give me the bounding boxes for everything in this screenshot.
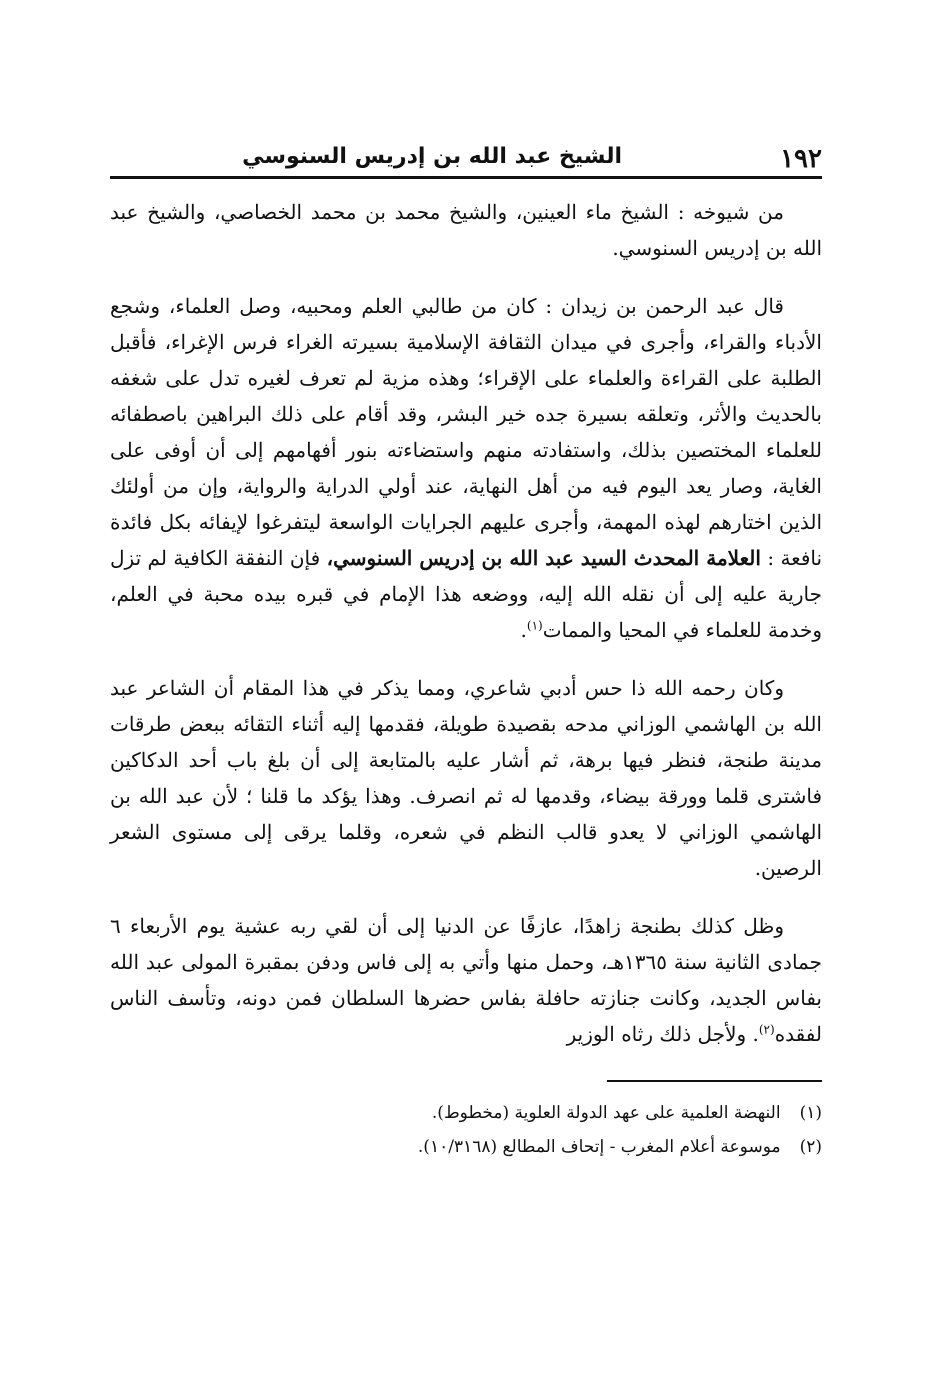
header-rule	[110, 176, 822, 179]
paragraph-quote-ibn-zaydan	[110, 288, 822, 648]
footnote	[110, 1096, 822, 1130]
paragraph-text: فإن النفقة الكافية لم تزل جارية عليه إلى أن نقله الله إليه، ووضعه هذا الإمام في قبره بيده محبة في العلم، وخدمة للعلماء في المحيا والممات	[110, 546, 822, 642]
paragraph-text: . ولأجل ذلك رثاه الوزير	[566, 1022, 759, 1046]
page-number: ١٩٢	[780, 144, 822, 174]
footnote-ref: (٢)	[758, 1022, 775, 1037]
footnote-text: النهضة العلمية على عهد الدولة العلوية (مخطوط).	[431, 1103, 781, 1123]
footnotes	[110, 1096, 822, 1164]
body-text	[110, 194, 822, 1052]
paragraph-death	[110, 908, 822, 1052]
paragraph-teachers	[110, 194, 822, 266]
footnote	[110, 1130, 822, 1164]
footnote-text: موسوعة أعلام المغرب - إتحاف المطالع (١٠/٣١٦٨).	[417, 1137, 781, 1157]
running-title: الشيخ عبد الله بن إدريس السنوسي	[242, 144, 622, 169]
footnote-number: (٢)	[799, 1137, 822, 1157]
footnote-rule	[607, 1080, 822, 1082]
paragraph-end: .	[520, 618, 527, 642]
paragraph-text: من شيوخه : الشيخ ماء العينين، والشيخ محمد بن محمد الخصاصي، والشيخ عبد الله بن إدريس السنوسي.	[110, 200, 822, 260]
paragraph-text: وظل كذلك بطنجة زاهدًا، عازفًا عن الدنيا إلى أن لقي ربه عشية يوم الأربعاء ٦ جمادى الثانية سنة ١٣٦٥هـ، وحمل منها وأتي به إلى فاس ودفن بمقبرة المولى عبد الله بفاس الجديد، وكانت جنازته حافلة بفاس حضرها السلطان فمن دونه، وتأسف الناس لفقده	[110, 914, 823, 1046]
page-header	[110, 140, 822, 176]
book-page	[110, 140, 822, 1164]
paragraph-text: قال عبد الرحمن بن زيدان : كان من طالبي العلم ومحبيه، وصل العلماء، وشجع الأدباء والقراء، وأجرى في ميدان الثقافة الإسلامية بسيرته الغراء فرس الإغراء، فأقبل الطلبة على القراءة والعلماء على الإقراء؛ وهذه مزية لم تعرف لغيره تدل على شغفه بالحديث والأثر، وتعلقه بسيرة جده خير البشر، وقد أقام على ذلك البراهين باصطفائه للعلماء المختصين بذلك، واستفادته منهم واستضاءته بنور أفهامهم إلى أن أوفى على الغاية، وصار يعد اليوم فيه من أهل النهاية، عند أولي الدراية والرواية، وإن من أولئك الذين اختارهم لهذه المهمة، وأجرى عليهم الجرايات الواسعة ليتفرغوا لإيفائه بكل فائدة نافعة :	[110, 294, 823, 570]
footnote-ref: (١)	[526, 618, 543, 633]
paragraph-text: وكان رحمه الله ذا حس أدبي شاعري، ومما يذكر في هذا المقام أن الشاعر عبد الله بن الهاشمي الوزاني مدحه بقصيدة طويلة، فقدمها إليه أثناء التقائه ببعض طرقات مدينة طنجة، فنظر فيها برهة، ثم أشار عليه بالمتابعة إلى أن بلغ باب أحد الدكاكين فاشترى قلما وورقة بيضاء، وقدمها له ثم انصرف. وهذا يؤكد ما قلنا ؛ لأن عبد الله بن الهاشمي الوزاني لا يعدو قالب النظم في شعره، وقلما يرقى إلى مستوى الشعر الرصين.	[110, 676, 822, 880]
footnote-number: (١)	[799, 1103, 822, 1123]
bold-name: العلامة المحدث السيد عبد الله بن إدريس السنوسي،	[326, 546, 761, 570]
paragraph-poetry	[110, 670, 822, 886]
